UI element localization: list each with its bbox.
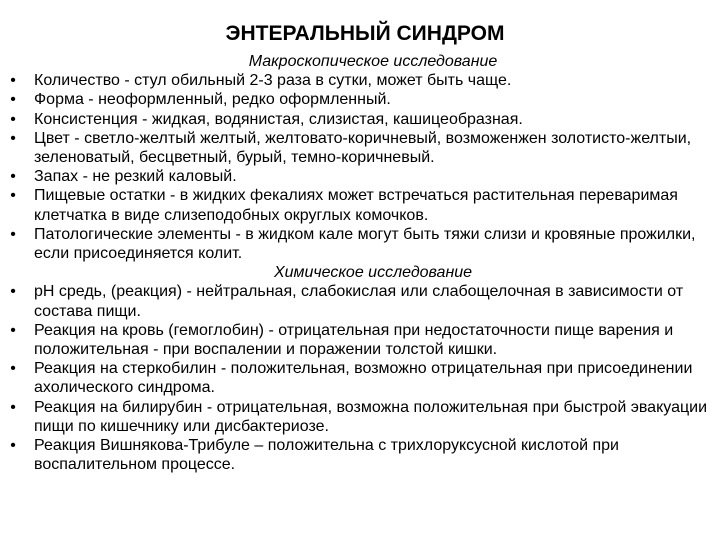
slide-title [0,20,720,48]
list-item-stercobilin-reaction [8,359,708,397]
list-item-quantity [8,71,708,90]
list-item-text: рН средь, (реакция) - нейтральная, слабокислая или слабощелочная в зависимости от состава пищи. [34,283,684,320]
bullet-icon: • [10,398,16,416]
list-item-text: Реакция Вишнякова-Трибуле – положительна с трихлоруксусной кислотой при воспалительном процессе. [34,437,619,474]
list-item-text: Патологические элементы - в жидком кале могут быть тяжи слизи и кровяные прожилки, если присоединяется колит. [34,225,696,263]
list-item-text: Форма - неоформленный, редко оформленный. [34,91,391,109]
list-item-text: Пищевые остатки - в жидких фекалиях может встречаться растительная переваримая клетчатка в виде слизеподобных округлых комочков. [34,187,678,224]
list-item-odor [8,167,708,186]
bullet-icon: • [10,225,16,243]
list-item-text: Запах - не резкий каловый. [34,168,237,186]
list-item-ph [8,282,708,320]
bullet-icon: • [10,72,16,90]
list-item-food-residue [8,186,708,224]
macro-section-heading: Макроскопическое исследование [248,53,498,70]
list-item-text: Реакция на билирубин - отрицательная, возможна положительная при быстрой эвакуации пищи по кишечнику или дисбактериозе. [34,398,708,435]
bullet-icon: • [10,91,16,109]
bullet-icon: • [10,360,16,378]
list-item-text: Цвет - светло-желтый желтый, желтовато-коричневый, возможенжен золотисто-желтыи, зеленоватый, бесцветный, бурый, темно-коричневый. [34,129,692,167]
slide-content [8,52,708,474]
bullet-icon: • [10,110,16,128]
list-item-bilirubin-reaction [8,398,708,436]
bullet-icon: • [10,321,16,339]
list-item-text: Реакция на кровь (гемоглобин) - отрицательная при недостаточности пище варения и положительная - при воспалении и поражении толстой кишки. [34,321,674,359]
list-item-consistency [8,110,708,129]
bullet-icon: • [10,168,16,186]
chem-section-heading: Химическое исследование [273,264,473,282]
slide-title-text: ЭНТЕРАЛЬНЫЙ СИНДРОМ [225,22,505,45]
list-item-color [8,129,708,167]
list-item-blood-reaction [8,321,708,359]
list-item-text: Количество - стул обильный 2-3 раза в сутки, может быть чаще. [34,72,512,90]
list-item-vishnyakov-tribule-reaction [8,436,708,474]
bullet-icon: • [10,283,16,301]
bullet-icon: • [10,187,16,205]
bullet-icon: • [10,437,16,455]
list-item-form [8,90,708,109]
bullet-icon: • [10,129,16,147]
list-item-text: Консистенция - жидкая, водянистая, слизистая, кашицеобразная. [34,110,523,128]
list-item-pathological-elements [8,225,708,263]
list-item-text: Реакция на стеркобилин - положительная, возможно отрицательная при присоединении ахолического синдрома. [34,360,693,397]
